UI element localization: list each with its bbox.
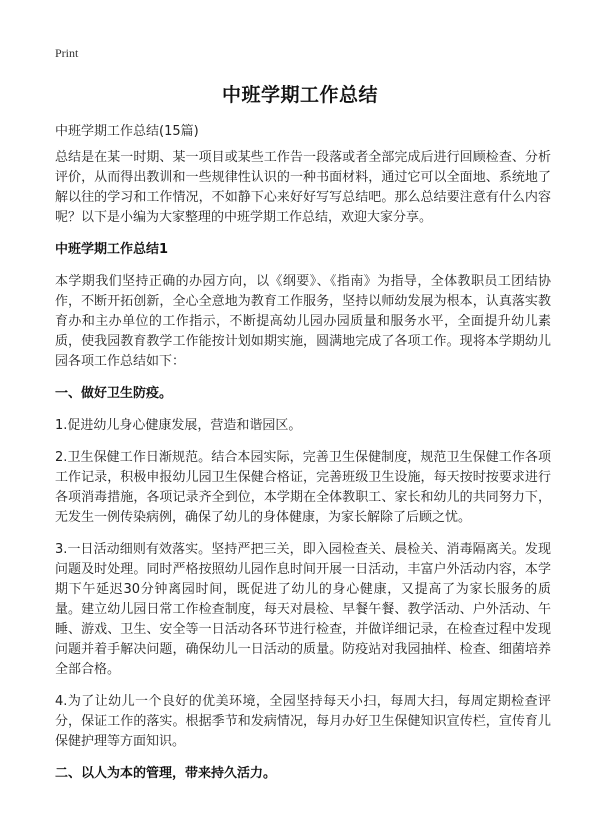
- document-subtitle: 中班学期工作总结(15篇): [55, 124, 199, 139]
- body-paragraph: 3.一日活动细则有效落实。坚持严把三关，即入园检查关、晨检关、消毒隔离关。发现问题及时处理。同时严格按照幼儿园作息时间开展一日活动，丰富户外活动内容，本学期下午延迟30分钟离园时间，既促进了幼儿的身心健康，又提高了为家长服务的质量。建立幼儿园日常工作检查制度，每天对晨检、早餐午餐、教学活动、户外活动、午睡、游戏、卫生、安全等一日活动各环节进行检查，并做详细记录，在检查过程中发现问题并着手解决问题，确保幼儿一日活动的质量。防疫站对我园抽样、检查、细菌培养全部合格。: [55, 542, 551, 677]
- body-paragraph: 本学期我们坚持正确的办园方向，以《纲要》、《指南》为指导，全体教职员工团结协作，不断开拓创新，全心全意地为教育工作服务，坚持以师幼发展为根本，认真落实教育办和主办单位的工作指示，不断提高幼儿园办园质量和服务水平，全面提升幼儿素质，使我园教育教学工作能按计划如期实施，圆满地完成了各项工作。现将本学期幼儿园各项工作总结如下：: [55, 274, 551, 369]
- print-link[interactable]: Print: [55, 46, 79, 60]
- body-paragraph: 2.卫生保健工作日渐规范。结合本园实际，完善卫生保健制度，规范卫生保健工作各项工作记录，积极申报幼儿园卫生保健合格证，完善班级卫生设施，每天按时按要求进行各项消毒措施，各项记录齐全到位，本学期在全体教职工、家长和幼儿的共同努力下，无发生一例传染病例，确保了幼儿的身体健康，为家长解除了后顾之忧。: [55, 450, 551, 525]
- body-paragraph: 1.促进幼儿身心健康发展，营造和谐园区。: [55, 418, 302, 433]
- article-body: [55, 148, 551, 796]
- body-paragraph: 4.为了让幼儿一个良好的优美环境，全园坚持每天小扫，每周大扫，每周定期检查评分，保证工作的落实。根据季节和发病情况，每月办好卫生保健知识宣传栏，宣传育儿保健护理等方面知识。: [55, 694, 551, 749]
- section-heading: 中班学期工作总结1: [55, 242, 169, 257]
- subsection-heading: 二、以人为本的管理，带来持久活力。: [55, 766, 277, 781]
- intro-paragraph: 总结是在某一时期、某一项目或某些工作告一段落或者全部完成后进行回顾检查、分析评价，从而得出教训和一些规律性认识的一种书面材料，通过它可以全面地、系统地了解以往的学习和工作情况，不如静下心来好好写写总结吧。那么总结要注意有什么内容呢？以下是小编为大家整理的中班学期工作总结，欢迎大家分享。: [55, 150, 551, 225]
- subsection-heading: 一、做好卫生防疫。: [55, 386, 173, 401]
- page-title: 中班学期工作总结: [221, 84, 378, 106]
